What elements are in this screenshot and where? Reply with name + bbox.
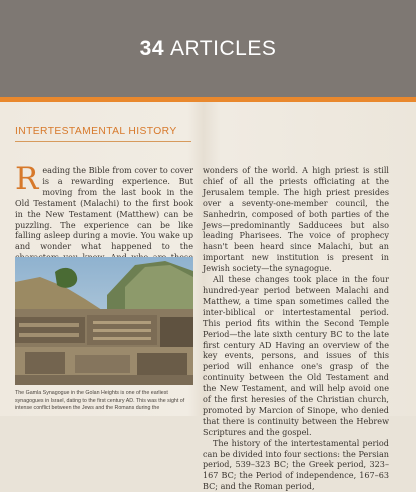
intro-paragraph: eading the Bible from cover to cover is a rewarding experience. But moving from the last book in the Old Testament (Malachi) to the first book in the New Testament (Matthew) can be puzzling. The experience can be like falling asleep during a movie. You wake up and wonder what happened to the [15,165,193,252]
photo-caption: The Gamla Synagogue in the Golan Heights is one of the earliest synagogues in Israel, dating to the first century AD. This was the sight of intense conflict between the Jews and the Romans during the [15,390,185,412]
body-paragraph-3: The history of the intertestamental period can be divided into four sections: the Persian period, 539–323 BC; the Greek period, 323–167 BC; the Period of independence, 167–63 BC; and the Roman period, [203,437,389,492]
articles-banner [0,0,416,97]
heading-underline [15,141,191,142]
book-spread [0,102,416,492]
body-paragraph-1: wonders of the world. A high priest is still chief of all the priests officiating at the Jerusalem temple. The high priest presides over a seventy-one-member council, the Sanhedrin, composed of both parties of the Jews—predominantly Sadducees but also leading Pharisees. The voice of prophecy hasn't been heard since Malachi, but an important new institution is present in Jewish society—the synagogue. [203,165,389,274]
gamla-synagogue-photo [15,257,193,385]
banner-label: ARTICLES [170,37,277,60]
right-column [203,165,389,492]
section-heading: INTERTESTAMENTAL HISTORY [15,126,177,137]
banner-title [140,37,277,61]
body-paragraph-2: All these changes took place in the four hundred-year period between Malachi and Matthew, a time span sometimes called the inter-biblical or intertestamental period. This period fits within the Second Temple Period—the late sixth century BC to the late first century AD Having an overview of the key events, persons, and issues of this period will enhance one's grasp of the continuity between the Old Testament and the New Testament, and will help avoid one of the first heresies of the Christian church, promoted by Marcion of Sinope, who denied that there is continuity between the Hebrew Scriptures and the gospel. [203,274,389,437]
banner-count: 34 [139,37,165,60]
photo-illustration [15,257,193,385]
drop-cap: R [15,161,39,197]
